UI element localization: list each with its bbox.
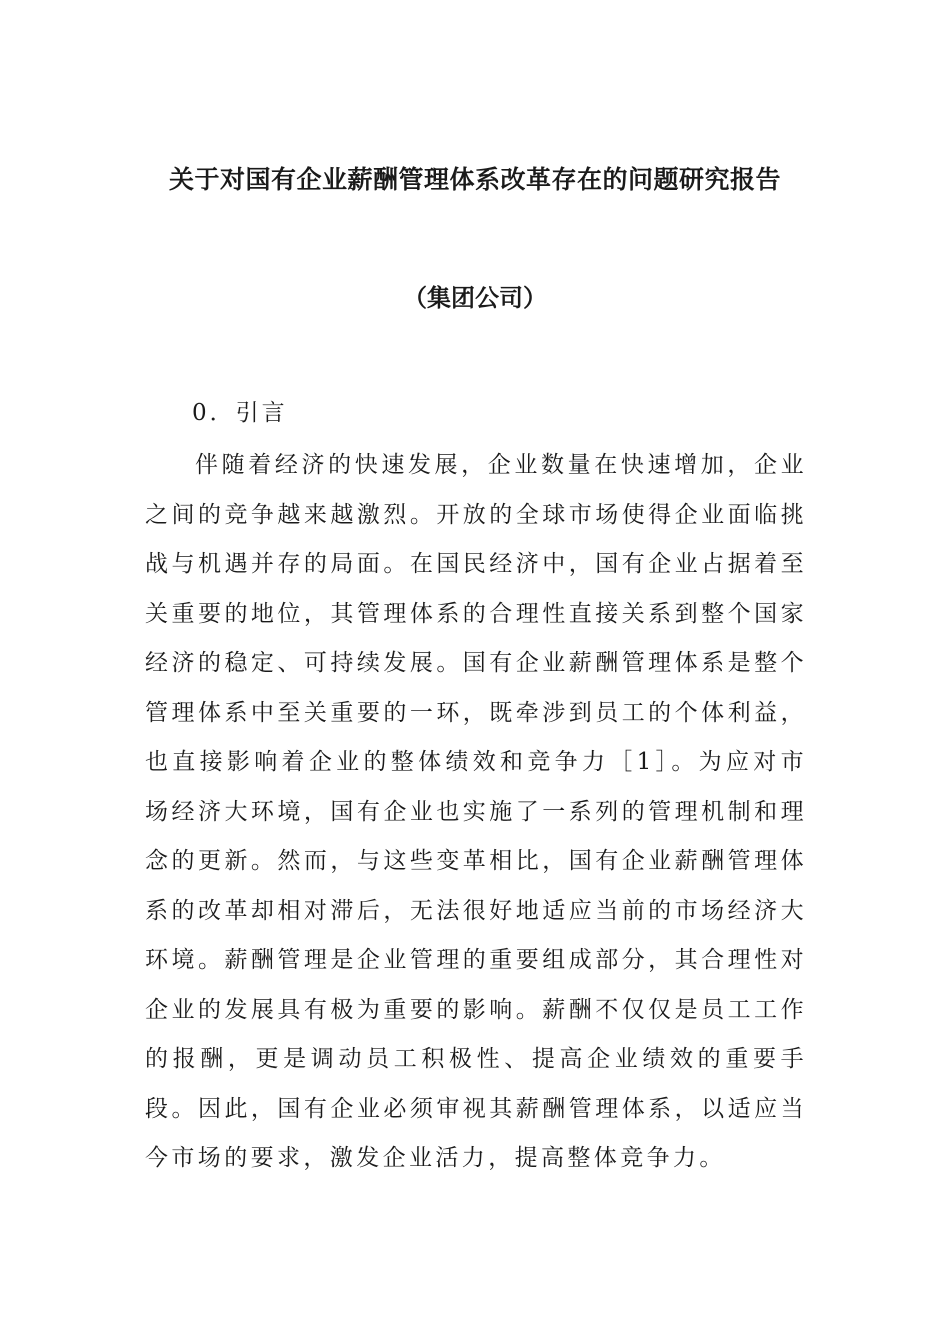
document-subtitle: （集团公司） xyxy=(403,284,547,312)
introduction-paragraph: 伴随着经济的快速发展，企业数量在快速增加，企业之间的竞争越来越激烈。开放的全球市场使得企业面临挑战与机遇并存的局面。在国民经济中，国有企业占据着至关重要的地位，其管理体系的合理性直接关系到整个国家经济的稳定、可持续发展。国有企业薪酬管理体系是整个管理体系中至关重要的一环，既牵涉到员工的个体利益，也直接影响着企业的整体绩效和竞争力［1］。为应对市场经济大环境，国有企业也实施了一系列的管理机制和理念的更新。然而，与这些变革相比，国有企业薪酬管理体系的改革却相对滞后，无法很好地适应当前的市场经济大环境。薪酬管理是企业管理的重要组成部分，其合理性对企业的发展具有极为重要的影响。薪酬不仅仅是员工工作的报酬，更是调动员工积极性、提高企业绩效的重要手段。因此，国有企业必须审视其薪酬管理体系，以适应当今市场的要求，激发企业活力，提高整体竞争力。 xyxy=(145,452,807,1171)
section-heading-introduction: 0．引言 xyxy=(192,400,288,426)
document-title: 关于对国有企业薪酬管理体系改革存在的问题研究报告 xyxy=(168,165,781,194)
